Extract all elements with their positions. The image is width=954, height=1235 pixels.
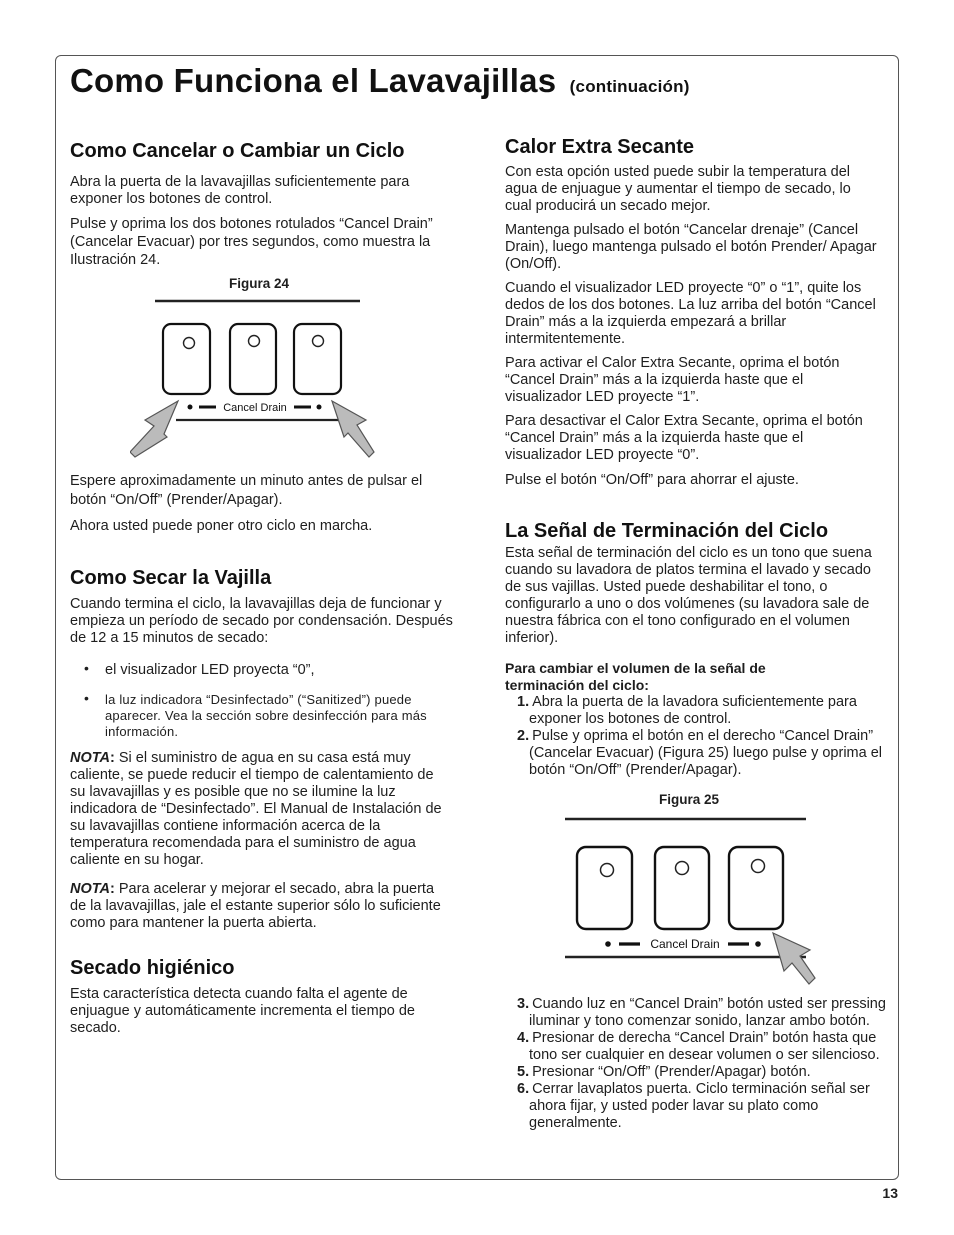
cancel-paragraph-1: Abra la puerta de la lavavajillas suficientemente para exponer los botones de control. (70, 174, 410, 207)
step-item: 1. Abra la puerta de la lavadora suficientemente para exponer los botones de control. (517, 694, 857, 727)
signal-steps-a (511, 694, 886, 779)
signal-subheading: Para cambiar el volumen de la señal de terminación del ciclo: (505, 660, 766, 693)
figure-25-diagram (560, 814, 820, 986)
dry-note-2: NOTA: Para acelerar y mejorar el secado, abra la puerta de la lavavajillas, jale el estante superior sólo lo suficiente como para mantener la puerta abierta. (70, 881, 441, 931)
figure-25-cancel-drain-text: Cancel Drain (650, 937, 720, 951)
step-item: 6. Cerrar lavaplatos puerta. Ciclo terminación señal ser ahora fijar, y usted poder lavar su plato como generalmente. (517, 1081, 870, 1131)
note-2-text: Para acelerar y mejorar el secado, abra la puerta de la lavavajillas, jale el estante superior sólo lo suficiente como para mantener la puerta abierta. (70, 881, 441, 931)
title-text: Como Funciona el Lavavajillas (70, 62, 557, 99)
step-item: 4. Presionar de derecha “Cancel Drain” botón hasta que tono ser cualquier en desear volumen o ser silencioso. (517, 1030, 880, 1063)
step-item: 2. Pulse y oprima el botón en el derecho “Cancel Drain” (Cancelar Evacuar) (Figura 25) luego pulse y oprima el botón “On/Off” (Prender/Apagar). (517, 728, 882, 778)
dry-paragraph-1: Cuando termina el ciclo, la lavavajillas deja de funcionar y empieza un período de secado por condensación. Después de 12 a 15 minutos de secado: (70, 596, 453, 646)
heat-paragraph-6: Pulse el botón “On/Off” para ahorrar el ajuste. (505, 472, 799, 488)
step-item: 3. Cuando luz en “Cancel Drain” botón usted ser pressing iluminar y tono comenzar sonido, lanzar ambo botón. (517, 996, 886, 1029)
signal-heading: La Señal de Terminación del Ciclo (505, 520, 829, 542)
heat-paragraph-3: Cuando el visualizador LED proyecte “0” o “1”, quite los dedos de los dos botones. La luz arriba del botón “Cancel Drain” más a la izquierda empezará a brillar intermitentemente. (505, 280, 876, 347)
heat-paragraph-4: Para activar el Calor Extra Secante, oprima el botón “Cancel Drain” más a la izquierda haste que el visualizador LED proyecte “1”. (505, 355, 840, 405)
cancel-paragraph-3: Espere aproximadamente un minuto antes de pulsar el botón “On/Off” (Prender/Apagar). (70, 473, 423, 508)
title-continuation: (continuación) (569, 77, 690, 96)
hygienic-heading: Secado higiénico (70, 957, 235, 979)
dry-note-1: NOTA: Si el suministro de agua en su casa está muy caliente, se puede reducir el tiempo de calentamiento de su lavavajillas y es posible que no se ilumine la luz indicadora de “Desinfectado”. El Manual de Instalación de su lavavajillas contiene información acerca de la temperatura recomendada para el suministro de agua caliente en su hogar. (70, 750, 442, 868)
bullet-dot: • (84, 660, 89, 676)
control-button-1 (163, 324, 210, 394)
signal-paragraph-1: Esta señal de terminación del ciclo es un tono que suena cuando su lavadora de platos termina el lavado y secado de sus vajillas. Usted puede deshabilitar el tono, o configurarlo a uno o dos volúmenes (su lavadora sale de nuestra fábrica con el tono configurado en el volumen inferior). (505, 545, 872, 646)
signal-steps-b (511, 996, 886, 1132)
dry-heading: Como Secar la Vajilla (70, 567, 272, 589)
control-button-2 (655, 847, 709, 929)
hygienic-paragraph: Esta característica detecta cuando falta el agente de enjuague y automáticamente incrementa el tiempo de secado. (70, 986, 415, 1036)
arrow-right-icon (332, 401, 374, 457)
figure-24-label: Figura 24 (228, 276, 290, 291)
heat-paragraph-2: Mantenga pulsado el botón “Cancelar drenaje” (Cancel Drain), luego mantenga pulsado el botón Prender/ Apagar (On/Off). (505, 222, 877, 272)
control-button-3 (294, 324, 341, 394)
note-label: NOTA (70, 881, 111, 897)
cancel-paragraph-4: Ahora usted puede poner otro ciclo en marcha. (70, 518, 373, 534)
figure-24-cancel-drain-text: Cancel Drain (223, 402, 287, 414)
dry-bullet-1: el visualizador LED proyecta “0”, (105, 662, 315, 678)
heat-paragraph-5: Para desactivar el Calor Extra Secante, oprima el botón “Cancel Drain” más a la izquierda haste que el visualizador LED proyecte “0”. (505, 413, 863, 463)
bullet-dot: • (84, 690, 89, 706)
heat-heading: Calor Extra Secante (505, 136, 694, 158)
cancel-paragraph-2: Pulse y oprima los dos botones rotulados “Cancel Drain” (Cancelar Evacuar) por tres segundos, como muestra la Ilustración 24. (70, 216, 433, 268)
step-item: 5. Presionar “On/Off” (Prender/Apagar) botón. (517, 1064, 811, 1080)
figure-24-diagram (130, 296, 380, 458)
figure-25-label: Figura 25 (658, 792, 720, 807)
note-label: NOTA (70, 750, 111, 766)
cancel-heading: Como Cancelar o Cambiar un Ciclo (70, 140, 405, 162)
dry-bullet-2: la luz indicadora “Desinfectado” (“Sanitized”) puede aparecer. Vea la sección sobre desinfección para más información. (105, 692, 427, 739)
control-button-1 (577, 847, 632, 929)
page-title (70, 62, 690, 100)
page-number: 13 (882, 1185, 898, 1201)
arrow-pointer-icon (773, 933, 815, 984)
control-button-2 (230, 324, 276, 394)
heat-paragraph-1: Con esta opción usted puede subir la temperatura del agua de enjuague y aumentar el tiempo de secado, lo cual producirá un secado mejor. (505, 164, 851, 214)
arrow-left-icon (130, 401, 178, 457)
note-1-text: Si el suministro de agua en su casa está muy caliente, se puede reducir el tiempo de calentamiento de su lavavajillas y es posible que no se ilumine la luz indicadora de “Desinfectado”. El Manual de Instalación de su lavavajillas contiene información acerca de la temperatura recomendada para el suministro de agua caliente en su hogar. (70, 750, 442, 868)
